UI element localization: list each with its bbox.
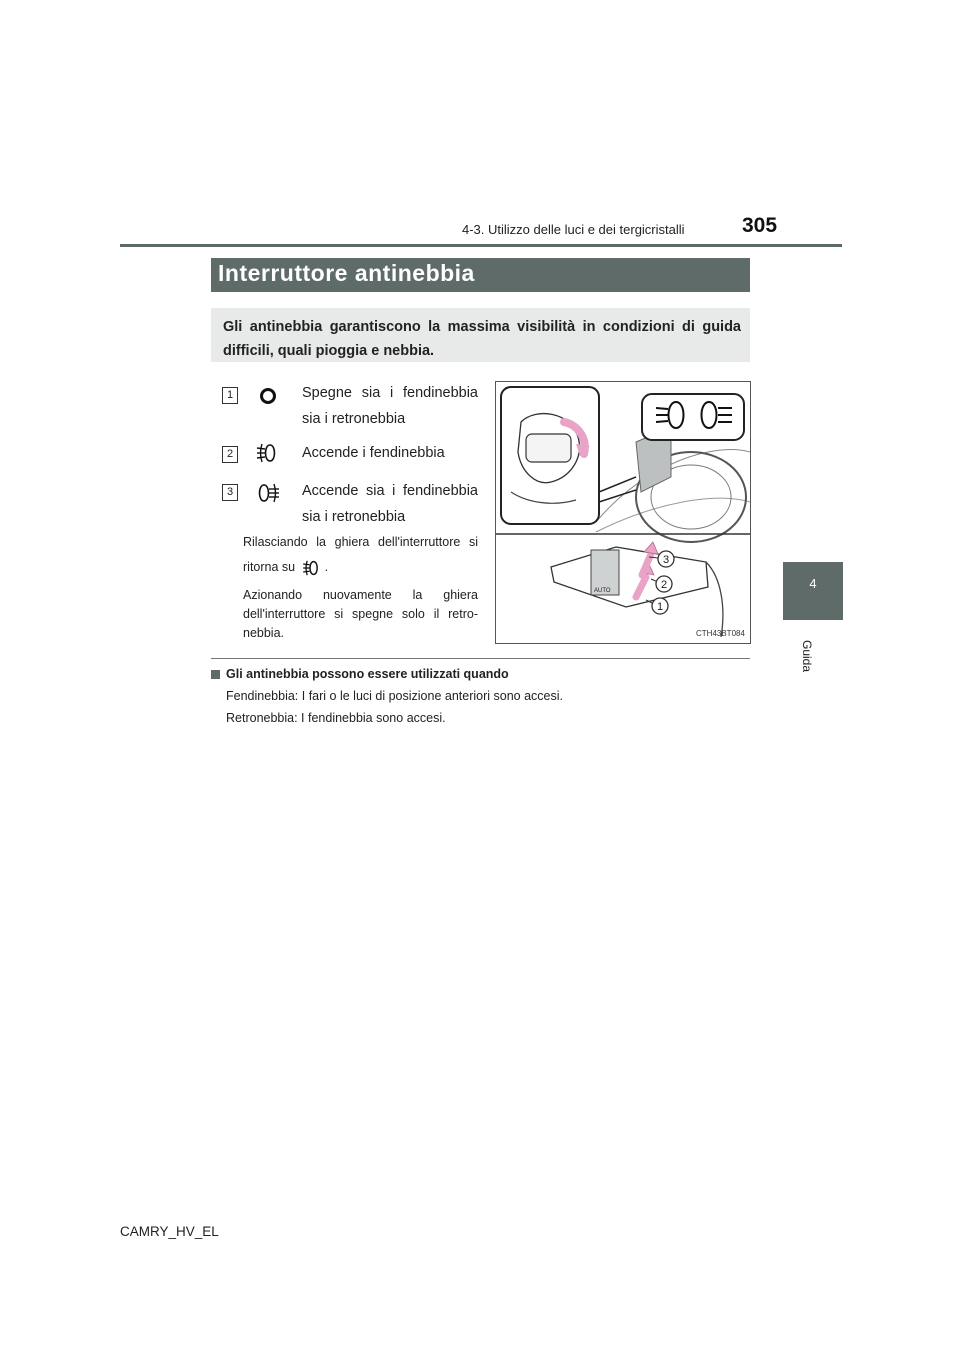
footnote-line-1: Fendinebbia: I fari o le luci di posizione anteriori sono accesi. xyxy=(226,689,563,703)
front-fog-light-icon xyxy=(253,442,283,464)
note-release-line2 xyxy=(243,557,328,578)
note-again-line1: Azionando nuovamente la ghiera xyxy=(243,588,478,602)
step-1-text-line1: Spegne sia i fendinebbia xyxy=(302,385,478,401)
step-number-2: 2 xyxy=(222,446,238,463)
header-section-title: 4-3. Utilizzo delle luci e dei tergicristalli xyxy=(462,222,685,237)
illustration-callout-1: 1 xyxy=(656,601,664,613)
dial-label-auto: AUTO xyxy=(594,588,611,594)
front-fog-light-inline-icon xyxy=(300,558,324,578)
step-number-3: 3 xyxy=(222,484,238,501)
step-number-1: 1 xyxy=(222,387,238,404)
fog-switch-illustration xyxy=(496,382,750,643)
illustration-frame xyxy=(495,381,751,644)
rear-fog-light-icon xyxy=(253,482,283,504)
note-again-line2: dell'interruttore si spegne solo il retro- xyxy=(243,607,478,621)
chapter-tab xyxy=(783,562,843,620)
note-again-line3: nebbia. xyxy=(243,626,285,640)
footnote-title: Gli antinebbia possono essere utilizzati quando xyxy=(226,667,509,681)
footnote-bullet-icon xyxy=(211,670,220,679)
step-3-text-line1: Accende sia i fendinebbia xyxy=(302,483,478,499)
illustration-code: CTH43BT084 xyxy=(696,629,745,638)
chapter-number: 4 xyxy=(809,576,817,591)
note-release-suffix: . xyxy=(324,560,329,574)
footnote-line-2: Retronebbia: I fendinebbia sono accesi. xyxy=(226,711,446,725)
step-3-text-line2: sia i retronebbia xyxy=(302,509,406,525)
note-release-line1: Rilasciando la ghiera dell'interruttore si xyxy=(243,535,478,549)
section-title: Interruttore antinebbia xyxy=(218,260,475,286)
intro-text: Gli antinebbia garantiscono la massima visibilità in condizioni di guida difficili, quali pioggia e nebbia. xyxy=(223,319,741,359)
fog-lights-off-icon xyxy=(253,385,283,407)
header-divider xyxy=(120,244,842,247)
step-2-text: Accende i fendinebbia xyxy=(302,445,445,461)
step-1-text-line2: sia i retronebbia xyxy=(302,411,406,427)
footer-model-code: CAMRY_HV_EL xyxy=(120,1224,219,1239)
illustration-callout-3: 3 xyxy=(662,554,670,566)
section-divider xyxy=(211,658,750,659)
note-release-prefix: ritorna su xyxy=(243,560,296,574)
illustration-callout-2: 2 xyxy=(660,579,668,591)
page-number: 305 xyxy=(742,214,778,237)
chapter-label: Guida xyxy=(800,640,814,673)
